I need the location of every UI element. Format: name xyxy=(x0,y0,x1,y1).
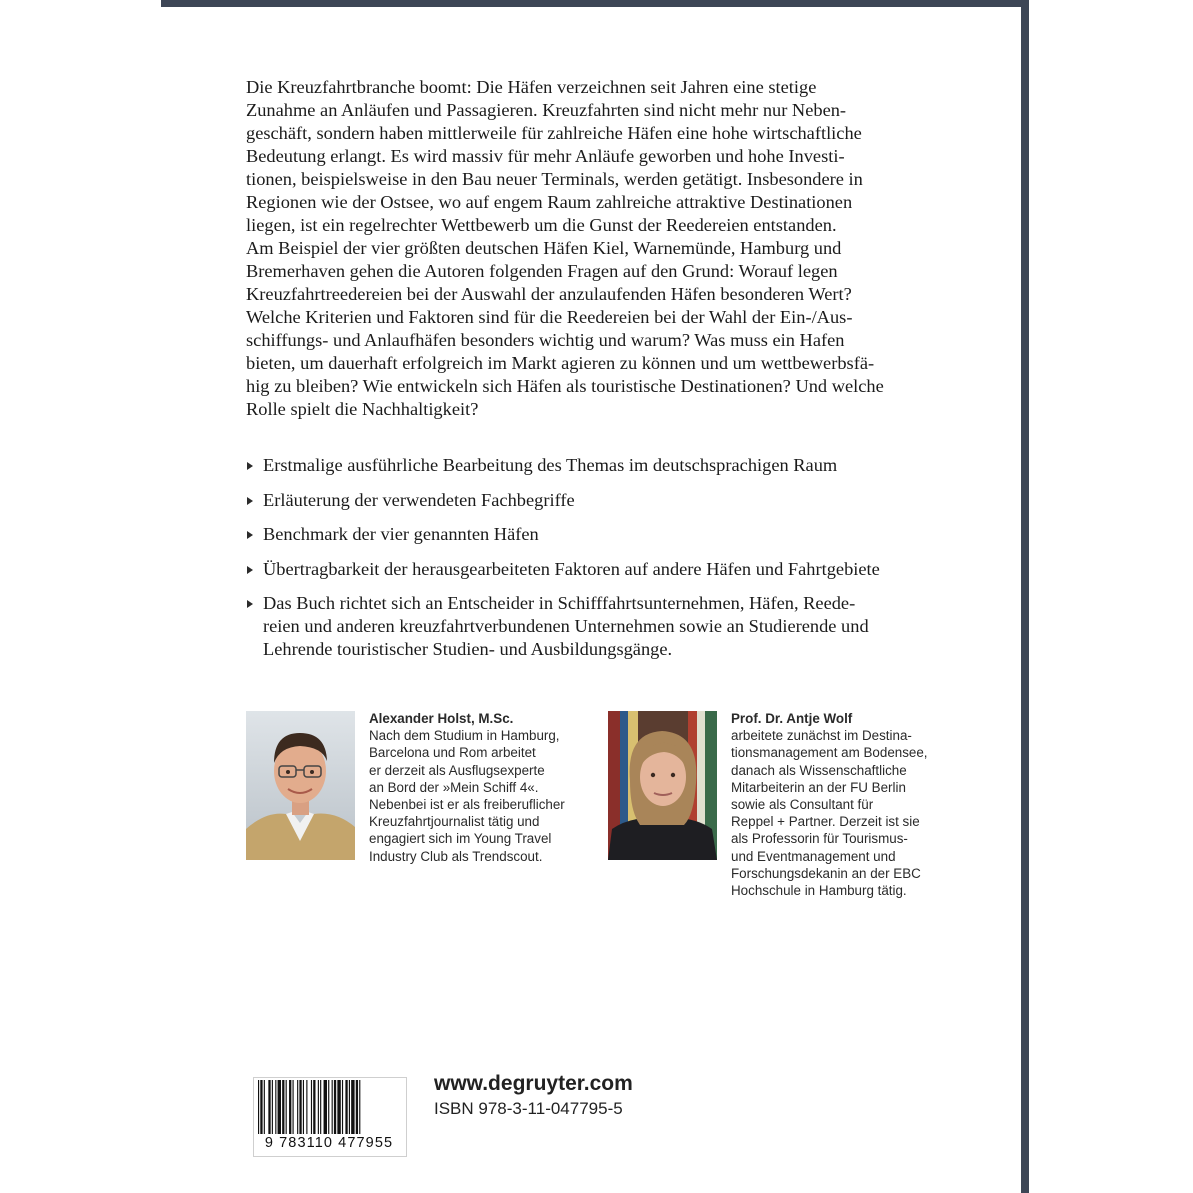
isbn-number: ISBN 978-3-11-047795-5 xyxy=(434,1099,623,1118)
portrait-woman-image xyxy=(608,711,717,860)
author-name: Prof. Dr. Antje Wolf xyxy=(731,711,853,726)
author-bio-line: Kreuzfahrtjournalist tätig und xyxy=(369,814,540,830)
blurb-line: Zunahme an Anläufen und Passagieren. Kreuzfahrten sind nicht mehr nur Neben- xyxy=(246,100,847,120)
blurb-line: Regionen wie der Ostsee, wo auf engem Raum zahlreiche attraktive Destinationen xyxy=(246,192,853,212)
blurb-line: Bremerhaven gehen die Autoren folgenden Fragen auf den Grund: Worauf legen xyxy=(246,261,838,281)
bullet-item xyxy=(246,558,956,581)
blurb-line: bieten, um dauerhaft erfolgreich im Markt agieren zu können und um wettbewerbsfä- xyxy=(246,353,875,373)
feature-bullet-list xyxy=(246,454,956,673)
bullet-text: Erstmalige ausführliche Bearbeitung des Themas im deutschsprachigen Raum xyxy=(263,455,838,475)
publisher-website: www.degruyter.com xyxy=(434,1072,633,1095)
bullet-item xyxy=(246,454,956,477)
blurb-line: Bedeutung erlangt. Es wird massiv für mehr Anläufe geworben und hohe Investi- xyxy=(246,146,845,166)
bullet-item xyxy=(246,592,956,661)
triangle-bullet-icon xyxy=(247,600,253,608)
author-bio-line: engagiert sich im Young Travel xyxy=(369,831,552,847)
portrait-man-image xyxy=(246,711,355,860)
author-photo-holst xyxy=(246,711,355,860)
blurb-paragraph xyxy=(246,76,951,421)
author-bio-line: an Bord der »Mein Schiff 4«. xyxy=(369,779,539,795)
barcode-bars-image xyxy=(254,1078,406,1136)
blurb-line: Rolle spielt die Nachhaltigkeit? xyxy=(246,399,479,419)
blurb-line: liegen, ist ein regelrechter Wettbewerb um die Gunst der Reedereien entstanden. xyxy=(246,215,837,235)
bullet-text: Erläuterung der verwendeten Fachbegriffe xyxy=(263,489,575,510)
bullet-text: Benchmark der vier genannten Häfen xyxy=(263,524,539,544)
author-bio-line: Barcelona und Rom arbeitet xyxy=(369,745,536,761)
author-bio-holst xyxy=(369,710,599,865)
author-bio-line: Mitarbeiterin an der FU Berlin xyxy=(731,779,906,795)
blurb-line: tionen, beispielsweise in den Bau neuer Terminals, werden getätigt. Insbesondere in xyxy=(246,169,863,189)
author-bio-line: als Professorin für Tourismus- xyxy=(731,831,908,847)
bullet-text: Lehrende touristischer Studien- und Ausbildungsgänge. xyxy=(263,639,673,659)
author-bio-line: Forschungsdekanin an der EBC xyxy=(731,865,921,881)
triangle-bullet-icon xyxy=(247,462,253,470)
blurb-line: schiffungs- und Anlaufhäfen besonders wichtig und warum? Was muss ein Hafen xyxy=(246,330,845,350)
author-bio-line: Nach dem Studium in Hamburg, xyxy=(369,728,560,744)
author-name: Alexander Holst, M.Sc. xyxy=(369,711,514,726)
author-bio-wolf xyxy=(731,710,961,899)
triangle-bullet-icon xyxy=(247,497,253,505)
author-bio-line: und Eventmanagement und xyxy=(731,848,896,864)
author-bio-line: Hochschule in Hamburg tätig. xyxy=(731,883,907,899)
author-bio-line: Reppel + Partner. Derzeit ist sie xyxy=(731,814,920,830)
author-bio-line: arbeitete zunächst im Destina- xyxy=(731,728,912,744)
bullet-item xyxy=(246,523,956,546)
bullet-text: Das Buch richtet sich an Entscheider in Schifffahrtsunternehmen, Häfen, Reede- xyxy=(263,593,856,613)
blurb-line: Welche Kriterien und Faktoren sind für die Reedereien bei der Wahl der Ein-/Aus- xyxy=(246,307,853,327)
author-photo-wolf xyxy=(608,711,717,860)
author-bio-line: tionsmanagement am Bodensee, xyxy=(731,745,928,761)
bullet-text: Übertragbarkeit der herausgearbeiteten Faktoren auf andere Häfen und Fahrtgebiete xyxy=(263,558,880,579)
blurb-line: geschäft, sondern haben mittlerweile für zahlreiche Häfen eine hohe wirtschaftliche xyxy=(246,123,862,143)
blurb-line: Die Kreuzfahrtbranche boomt: Die Häfen verzeichnen seit Jahren eine stetige xyxy=(246,77,817,97)
blurb-line: Am Beispiel der vier größten deutschen Häfen Kiel, Warnemünde, Hamburg und xyxy=(246,238,842,258)
author-bio-line: danach als Wissenschaftliche xyxy=(731,762,907,778)
blurb-line: Kreuzfahrtreedereien bei der Auswahl der anzulaufenden Häfen besonderen Wert? xyxy=(246,284,852,304)
cover-frame-top xyxy=(161,0,1029,7)
author-bio-line: Nebenbei ist er als freiberuflicher xyxy=(369,797,565,813)
author-bio-line: sowie als Consultant für xyxy=(731,797,874,813)
blurb-line: hig zu bleiben? Wie entwickeln sich Häfen als touristische Destinationen? Und welche xyxy=(246,376,884,396)
cover-frame-spine xyxy=(1021,0,1029,1193)
bullet-item xyxy=(246,489,956,512)
triangle-bullet-icon xyxy=(247,566,253,574)
bullet-text: reien und anderen kreuzfahrtverbundenen Unternehmen sowie an Studierende und xyxy=(263,616,869,636)
triangle-bullet-icon xyxy=(247,531,253,539)
author-bio-line: Industry Club als Trendscout. xyxy=(369,848,543,864)
barcode-number: 9 783110 477955 xyxy=(264,1135,394,1151)
author-bio-line: er derzeit als Ausflugsexperte xyxy=(369,762,545,778)
